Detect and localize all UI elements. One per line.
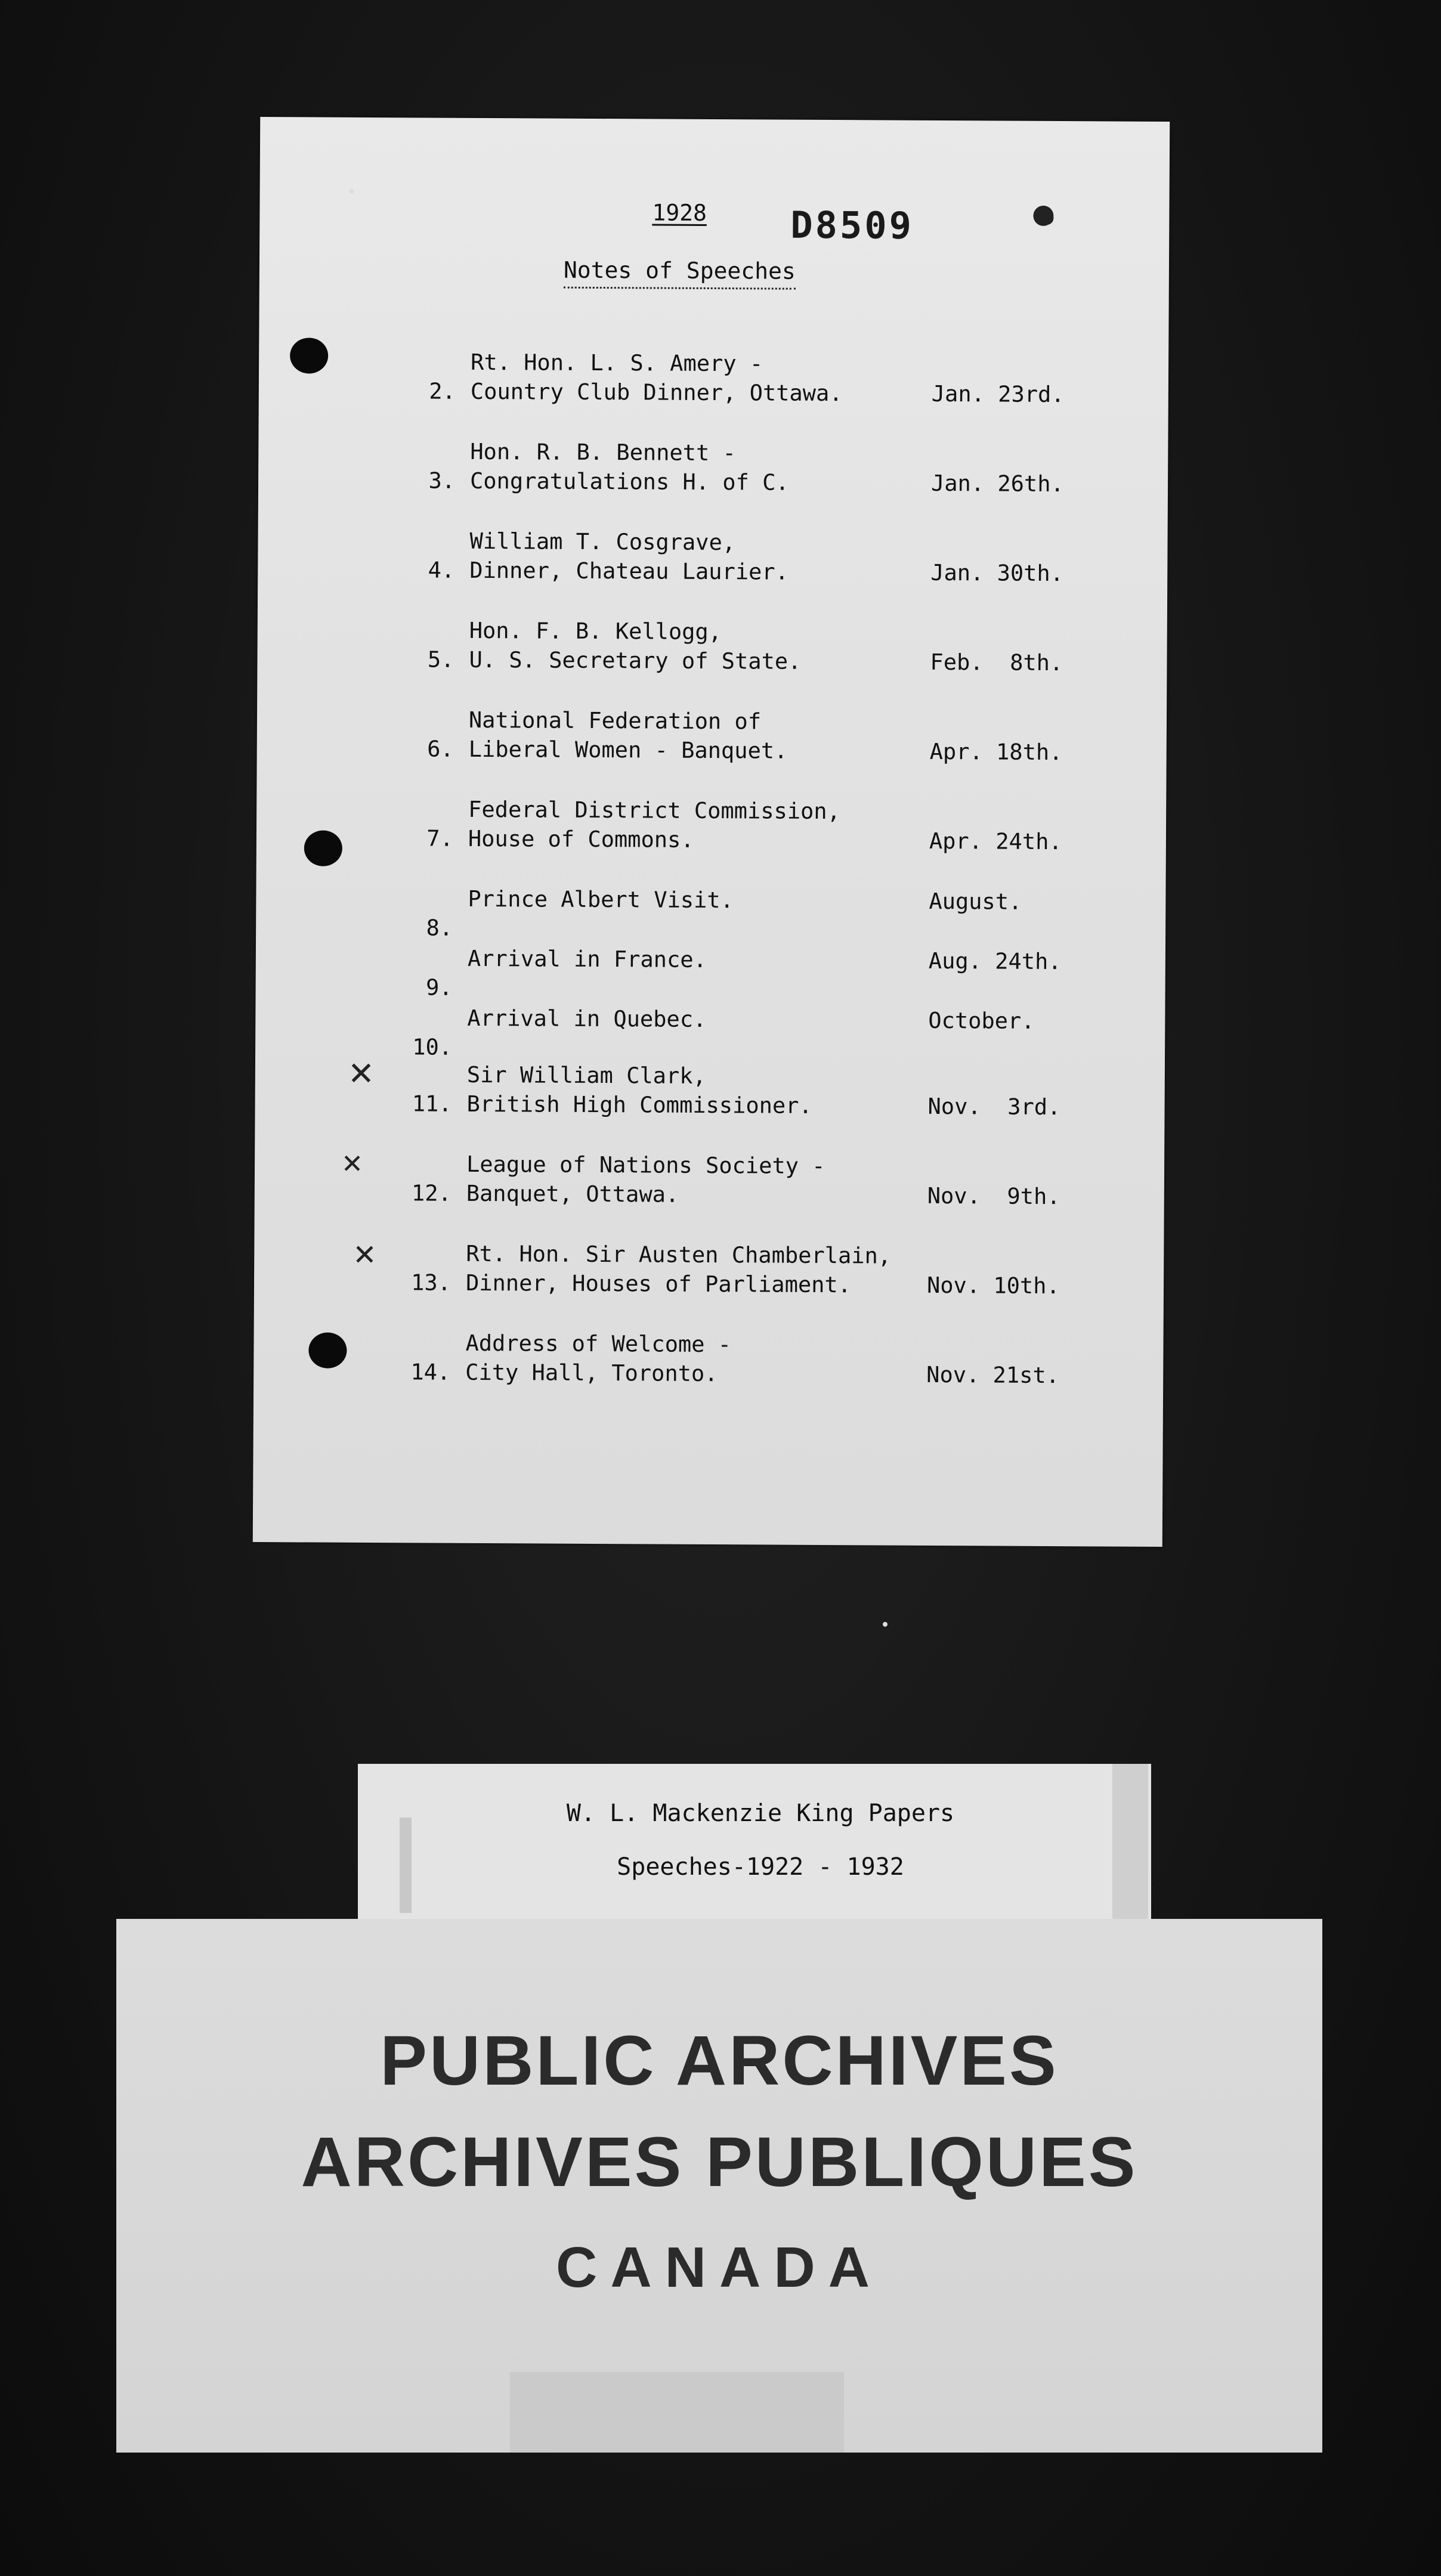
archives-title-fr: ARCHIVES PUBLIQUES — [301, 2123, 1138, 2202]
entry-line: National Federation of — [468, 707, 762, 735]
entry-line: Prince Albert Visit. — [468, 886, 734, 914]
tape-strip — [1112, 1764, 1148, 1919]
entry-line: Hon. R. B. Bennett - — [470, 438, 736, 466]
entry-line: Rt. Hon. Sir Austen Chamberlain, — [466, 1240, 892, 1269]
collection-range: Speeches-1922 - 1932 — [617, 1853, 904, 1881]
entry-number: 14. — [410, 1359, 451, 1385]
punch-hole — [304, 830, 342, 866]
entry-line: Dinner, Chateau Laurier. — [469, 557, 789, 585]
ink-blot — [1033, 206, 1053, 226]
entry-line: Arrival in France. — [467, 945, 707, 973]
archives-country: CANADA — [556, 2236, 883, 2299]
entry-line: Sir William Clark, — [466, 1061, 706, 1089]
entry-line: House of Commons. — [468, 825, 694, 853]
tape-strip — [510, 2372, 844, 2453]
entry-date: October. — [928, 1007, 1035, 1034]
archives-title-en: PUBLIC ARCHIVES — [380, 2021, 1059, 2100]
entry-line: Liberal Women - Banquet. — [468, 736, 788, 764]
entry-number: 8. — [426, 915, 453, 941]
entry-line: Arrival in Quebec. — [467, 1005, 707, 1032]
entry-number: 6. — [427, 736, 454, 762]
entry-line: Hon. F. B. Kellogg, — [469, 617, 722, 645]
entry-number: 13. — [411, 1270, 452, 1296]
entry-line: Congratulations H. of C. — [469, 467, 789, 496]
typed-page — [253, 117, 1170, 1547]
archives-card — [116, 1919, 1322, 2453]
entry-line: Address of Welcome - — [465, 1330, 732, 1358]
entry-date: Nov. 3rd. — [927, 1093, 1061, 1120]
file-number-stamp: D8509 — [790, 203, 914, 247]
entry-line: Banquet, Ottawa. — [466, 1180, 679, 1208]
entry-number: 4. — [428, 557, 455, 583]
entry-date: Jan. 26th. — [930, 470, 1064, 497]
entry-line: U. S. Secretary of State. — [469, 646, 802, 674]
entry-number: 11. — [412, 1091, 452, 1117]
entry-date: Jan. 23rd. — [931, 380, 1065, 408]
entry-line: City Hall, Toronto. — [465, 1359, 718, 1387]
page-year: 1928 — [652, 199, 707, 226]
entry-number: 5. — [427, 646, 454, 673]
handwritten-x-mark: ✕ — [341, 1148, 364, 1179]
dust-speck — [350, 189, 354, 194]
entry-line: Rt. Hon. L. S. Amery - — [471, 349, 763, 377]
collection-label — [358, 1764, 1151, 1925]
entry-number: 7. — [426, 825, 454, 852]
entry-number: 2. — [429, 378, 456, 404]
entry-number: 10. — [412, 1034, 453, 1060]
tape-strip — [400, 1818, 412, 1913]
handwritten-x-mark: ✕ — [347, 1054, 375, 1093]
entry-line: Dinner, Houses of Parliament. — [465, 1270, 852, 1298]
entry-date: Apr. 18th. — [929, 738, 1063, 766]
entry-date: August. — [929, 888, 1022, 915]
entry-date: Apr. 24th. — [929, 828, 1062, 855]
collection-name: W. L. Mackenzie King Papers — [566, 1800, 955, 1827]
entry-line: William T. Cosgrave, — [469, 528, 736, 556]
entry-date: Feb. 8th. — [930, 649, 1063, 676]
dust-speck — [883, 1622, 888, 1627]
entry-number: 9. — [425, 974, 453, 1001]
entry-number: 3. — [428, 467, 456, 494]
entry-line: Country Club Dinner, Ottawa. — [470, 378, 843, 407]
list-item — [253, 1327, 1060, 1503]
handwritten-x-mark: ✕ — [352, 1238, 377, 1272]
page-title: Notes of Speeches — [564, 257, 796, 290]
punch-hole — [308, 1332, 347, 1368]
entry-line: British High Commissioner. — [466, 1091, 812, 1119]
entry-date: Nov. 21st. — [926, 1361, 1060, 1389]
entry-line: League of Nations Society - — [466, 1151, 825, 1179]
entry-date: Nov. 9th. — [927, 1182, 1060, 1210]
entry-date: Aug. 24th. — [928, 948, 1062, 975]
entry-date: Nov. 10th. — [926, 1272, 1060, 1299]
entry-number: 12. — [411, 1180, 452, 1206]
entry-date: Jan. 30th. — [930, 559, 1064, 587]
entry-line: Federal District Commission, — [468, 796, 841, 825]
